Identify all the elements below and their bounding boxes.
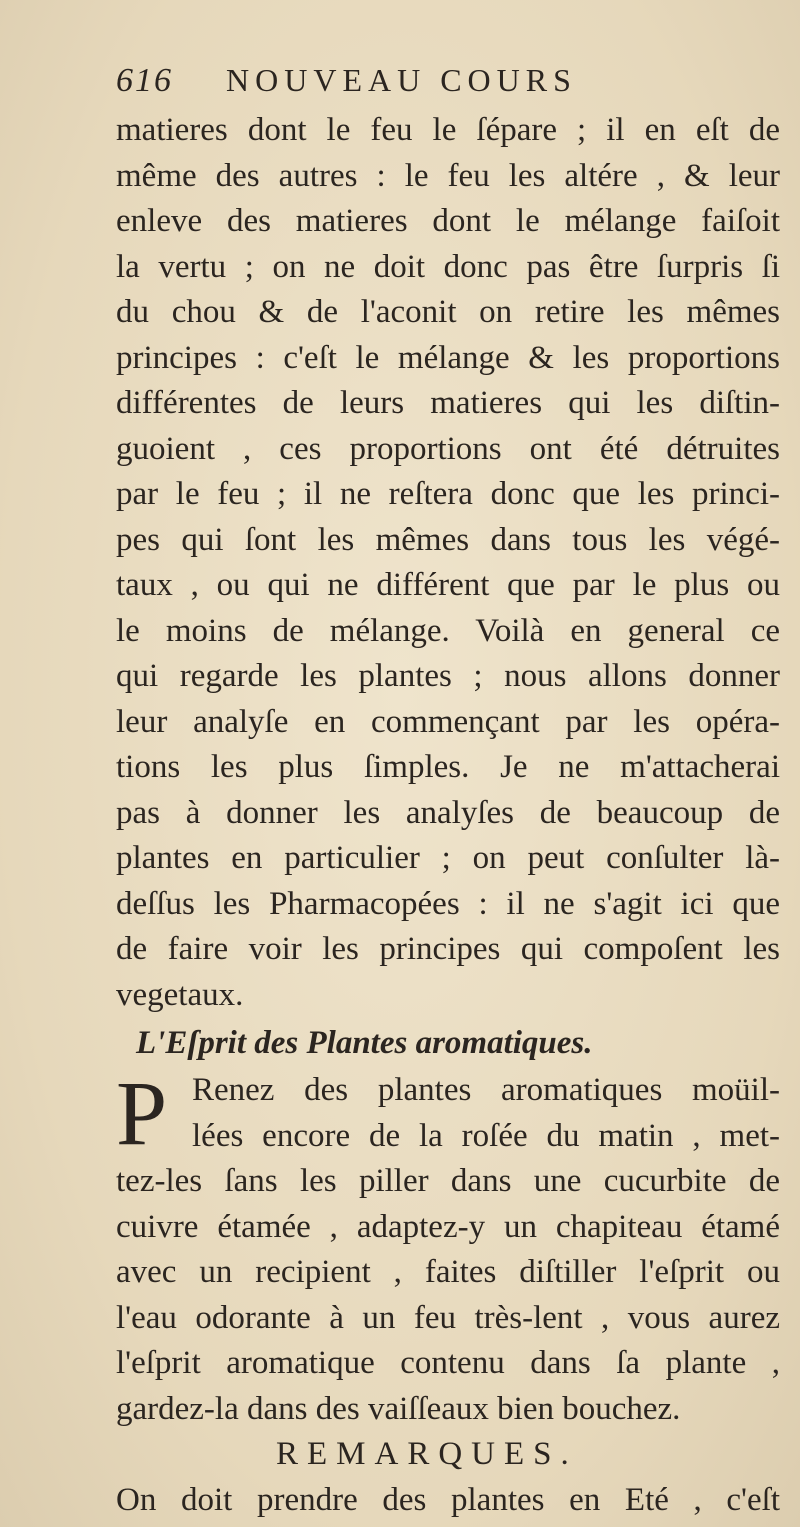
text-line: cuivre étamée , adaptez-y un chapiteau étamé <box>116 1208 780 1245</box>
text-line: qui regarde les plantes ; nous allons donner <box>116 658 780 694</box>
text-line: de faire voir les principes qui compoſent les <box>116 931 780 967</box>
text-line: vegetaux. <box>116 976 244 1013</box>
text-line: l'eau odorante à un feu très-lent , vous aurez <box>116 1299 780 1336</box>
remarques-heading: REMARQUES. <box>276 1436 578 1472</box>
text-line: avec un recipient , faites diſtiller l'eſprit ou <box>116 1254 780 1290</box>
recipe-paragraph <box>116 1062 780 1432</box>
text-line: tez-les ſans les piller dans une cucurbite de <box>116 1163 780 1199</box>
text-line: la vertu ; on ne doit donc pas être ſurpris ſi <box>116 248 780 285</box>
running-head <box>116 62 780 108</box>
text-line: Renez des plantes aromatiques moüil- <box>192 1072 780 1108</box>
text-line: lées encore de la roſée du matin , met- <box>192 1117 780 1154</box>
text-line: matieres dont le feu le ſépare ; il en eſt de <box>116 112 780 148</box>
text-line: enleve des matieres dont le mélange faiſoit <box>116 203 780 239</box>
section-heading: L'Eſprit des Plantes aromatiques. <box>136 1025 593 1061</box>
page-number: 616 <box>116 62 173 99</box>
text-line: tions les plus ſimples. Je ne m'attacherai <box>116 749 780 785</box>
text-line: du chou & de l'aconit on retire les mêmes <box>116 294 780 330</box>
body-text <box>116 108 780 1018</box>
text-line: l'eſprit aromatique contenu dans ſa plante , <box>116 1345 780 1381</box>
text-line: différentes de leurs matieres qui les diſtin- <box>116 385 780 421</box>
text-line: pas à donner les analyſes de beaucoup de <box>116 794 780 831</box>
text-line: leur analyſe en commençant par les opéra- <box>116 703 780 740</box>
text-line: pes qui ſont les mêmes dans tous les végé- <box>116 521 780 558</box>
text-line: même des autres : le feu les altére , & leur <box>116 157 780 194</box>
text-line: le moins de mélange. Voilà en general ce <box>116 612 780 649</box>
text-line: plantes en particulier ; on peut conſulter là- <box>116 840 780 876</box>
text-line: guoient , ces proportions ont été détruites <box>116 430 780 467</box>
book-page <box>116 62 780 1523</box>
text-line: gardez-la dans des vaiſſeaux bien bouchez. <box>116 1390 681 1427</box>
text-line: On doit prendre des plantes en Eté , c'eſt <box>116 1481 780 1518</box>
text-line: deſſus les Pharmacopées : il ne s'agit ici que <box>116 885 780 922</box>
text-line: principes : c'eſt le mélange & les proportions <box>116 339 780 376</box>
running-title: NOUVEAU COURS <box>226 62 577 98</box>
text-line: taux , ou qui ne différent que par le plus ou <box>116 567 780 603</box>
drop-cap: P <box>116 1062 168 1164</box>
text-line: par le feu ; il ne reſtera donc que les princi- <box>116 476 780 512</box>
